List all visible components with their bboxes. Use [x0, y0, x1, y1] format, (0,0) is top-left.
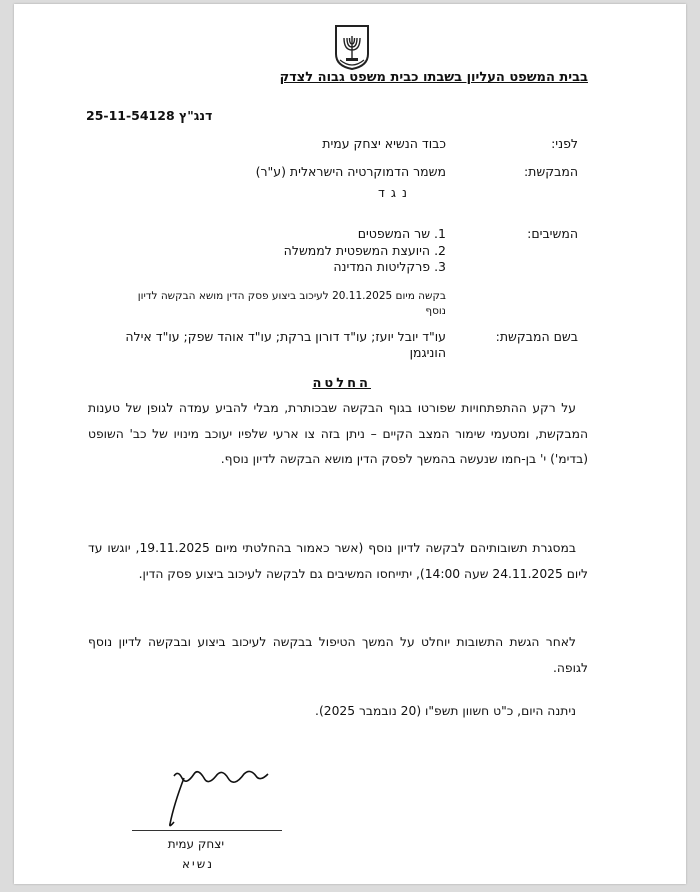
handwritten-signature — [164, 764, 284, 829]
court-name: בבית המשפט העליון בשבתו כבית משפט גבוה לצדק — [279, 70, 588, 85]
case-number: דנג"ץ 25-11-54128 — [86, 108, 213, 123]
state-emblem-icon — [332, 24, 372, 70]
signer-title: נשיא — [181, 857, 214, 871]
respondents-label: המשיבים: — [527, 226, 578, 241]
counsel-value: עו"ד יובל יועז; עו"ד דורון ברקת; עו"ד אוהד שפק; עו"ד אילה הוניגמן — [125, 329, 446, 360]
before-label: לפני: — [551, 136, 578, 151]
signer-name: יצחק עמית — [167, 837, 224, 851]
decision-heading: החלטה — [312, 376, 371, 391]
signature-line — [132, 830, 282, 831]
decision-paragraph: לאחר הגשת התשובות יוחלט על המשך הטיפול בבקשה לעיכוב ביצוע ובבקשה לדיון נוסף לגופה. — [88, 635, 588, 675]
counsel-label: בשם המבקשת: — [495, 329, 578, 344]
request-note: בקשה מיום 20.11.2025 לעיכוב ביצוע פסק הדין מושא הבקשה לדיון נוסף — [137, 290, 446, 317]
decision-paragraph: על רקע ההתפתחויות שפורטו בגוף הבקשה שבכותרת, מבלי להביע עמדה לגופן של טענות המבקשת, ומטעמי שימור המצב הקיים – ניתן בזה צו ארעי שלפיו יעוכב מינויו של כב' השופט (בדימ') י' בן-חמו שנעשה בהמשך לפסק הדין מושא הבקשה לדיון נוסף. — [88, 401, 588, 466]
decision-paragraph: במסגרת תשובותיהם לבקשה לדיון נוסף (אשר כאמור בהחלטתי מיום 19.11.2025, יוגשו עד ליום 24.11.2025 שעה 14:00), יתייחסו המשיבים גם לבקשה לעיכוב ביצוע פסק הדין. — [88, 541, 588, 581]
respondent-item: 2. היועצת המשפטית לממשלה — [283, 242, 446, 258]
respondent-item: 3. פרקליטות המדינה — [333, 259, 446, 274]
applicant-value: משמר הדמוקרטיה הישראלית (ע"ר) — [255, 164, 446, 179]
versus-label: נגד — [378, 185, 413, 200]
respondent-item: 1. שר המשפטים — [357, 226, 446, 241]
applicant-label: המבקשת: — [523, 164, 578, 179]
before-value: כבוד הנשיא יצחק עמית — [322, 136, 446, 151]
document-page — [14, 4, 686, 884]
given-date-line: ניתנה היום, כ"ט חשוון תשפ"ו (20 נובמבר 2025). — [315, 704, 576, 718]
respondents-list — [284, 226, 446, 276]
